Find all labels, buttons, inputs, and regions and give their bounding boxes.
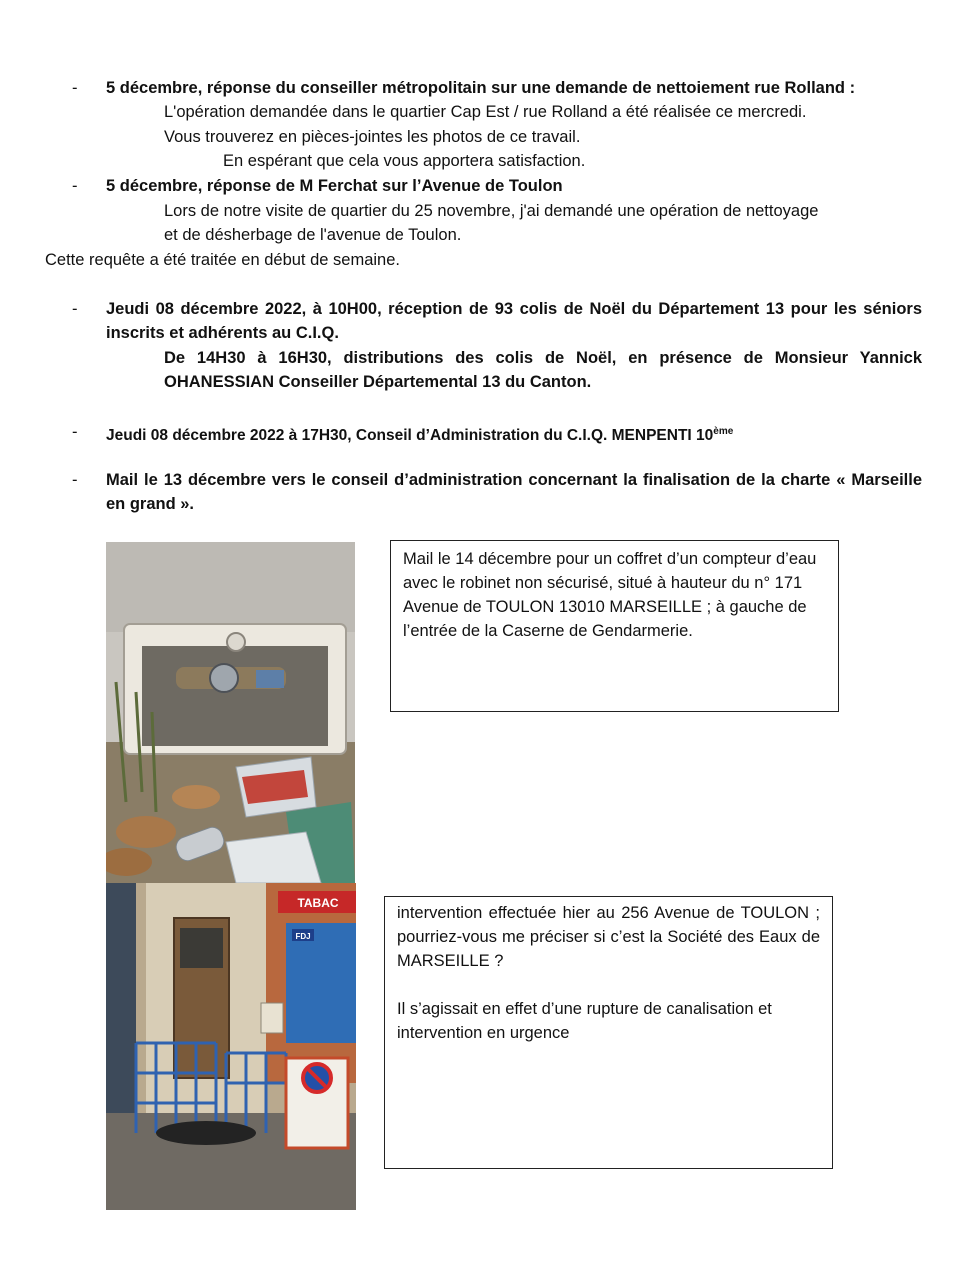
bullet-dash: - — [72, 423, 78, 441]
section1-heading: 5 décembre, réponse du conseiller métropolitain sur une demande de nettoiement rue Rolland : — [106, 79, 856, 97]
fdj-logo: FDJ — [295, 932, 311, 941]
photo-water-meter — [106, 542, 355, 883]
box1-text: Mail le 14 décembre pour un coffret d’un compteur d’eau avec le robinet non sécurisé, situé à hauteur du n° 171 Avenue de TOULON 13010 MARSEILLE ; à gauche de l’entrée de la Caserne de Gendarmerie. — [403, 550, 817, 640]
section1-line2: Vous trouverez en pièces-jointes les photos de ce travail. — [164, 128, 581, 146]
street-intervention-illustration — [106, 883, 356, 1210]
section3-heading: Jeudi 08 décembre 2022, à 10H00, réception de 93 colis de Noël du Département 13 pour les séniors inscrits et adhérents au C.I.Q. — [106, 300, 922, 342]
photo-street-intervention — [106, 883, 356, 1210]
section2-line2: et de désherbage de l'avenue de Toulon. — [164, 226, 462, 244]
section1-line1: L'opération demandée dans le quartier Cap Est / rue Rolland a été réalisée ce mercredi. — [164, 103, 807, 121]
box2-para2: Il s’agissait en effet d’une rupture de canalisation et intervention en urgence — [397, 1000, 772, 1042]
box2-para1: intervention effectuée hier au 256 Avenue de TOULON ; pourriez-vous me préciser si c’est la Société des Eaux de MARSEILLE ? — [397, 904, 820, 970]
section2-line1: Lors de notre visite de quartier du 25 novembre, j'ai demandé une opération de nettoyage — [164, 202, 819, 220]
text-box-intervention — [384, 896, 833, 1169]
tabac-sign: TABAC — [297, 896, 339, 910]
bullet-dash: - — [72, 471, 78, 489]
section2-heading: 5 décembre, réponse de M Ferchat sur l’Avenue de Toulon — [106, 177, 563, 195]
section1-line3: En espérant que cela vous apportera satisfaction. — [223, 152, 586, 170]
section5-heading: Mail le 13 décembre vers le conseil d’administration concernant la finalisation de la charte « Marseille en grand ». — [106, 471, 922, 513]
section4-heading: Jeudi 08 décembre 2022 à 17H30, Conseil d’Administration du C.I.Q. MENPENTI 10ème — [106, 426, 734, 445]
text-box-compteur — [390, 540, 839, 712]
section2-line3: Cette requête a été traitée en début de semaine. — [45, 251, 400, 269]
bullet-dash: - — [72, 79, 78, 97]
water-meter-illustration — [106, 542, 355, 883]
section3-detail: De 14H30 à 16H30, distributions des colis de Noël, en présence de Monsieur Yannick OHANESSIAN Conseiller Départemental 13 du Canton. — [164, 349, 922, 391]
bullet-dash: - — [72, 300, 78, 318]
bullet-dash: - — [72, 177, 78, 195]
